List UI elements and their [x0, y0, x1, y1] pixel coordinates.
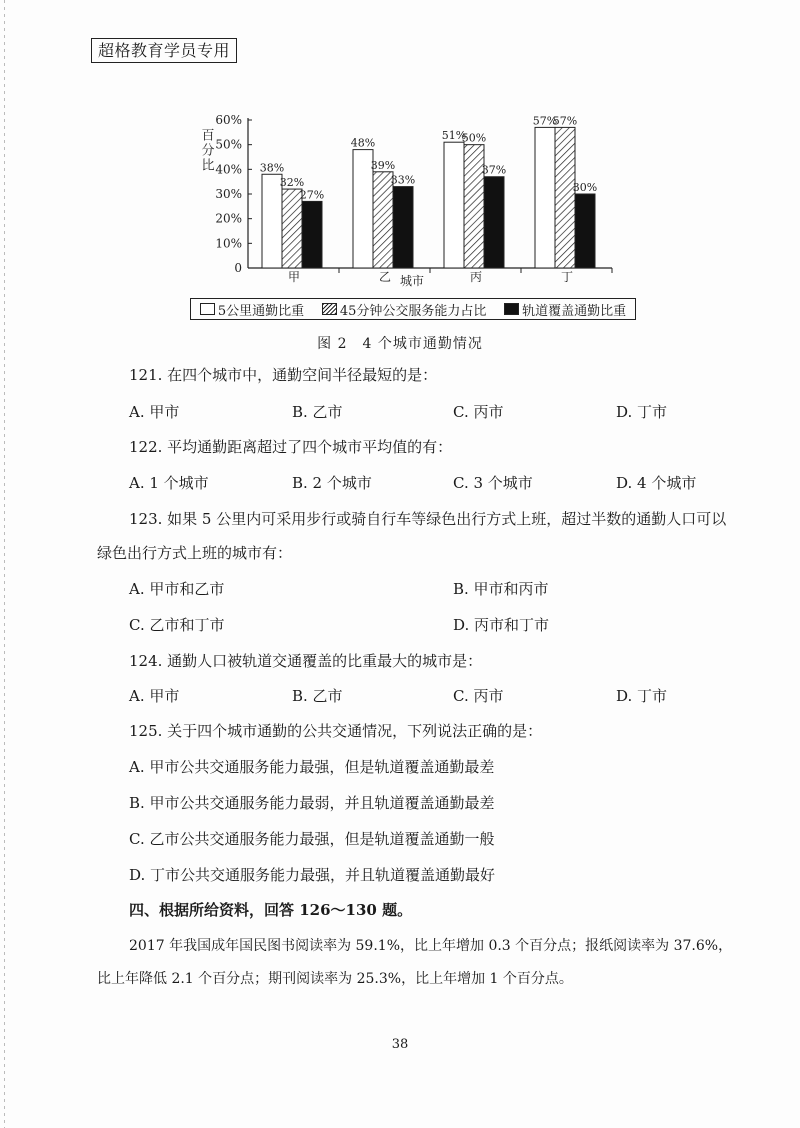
y-tick-label: 0: [234, 261, 242, 275]
q122-option-a: A. 1 个城市: [129, 474, 209, 492]
y-tick-label: 10%: [215, 236, 242, 251]
q125-option-b: B. 甲市公共交通服务能力最弱，并且轨道覆盖通勤最差: [129, 794, 495, 812]
bar-value-label: 48%: [350, 136, 376, 150]
q123-option-c: C. 乙市和丁市: [129, 616, 225, 634]
bar-value-label: 57%: [552, 114, 578, 128]
bar: [575, 194, 595, 268]
y-axis-label: 百分比: [198, 128, 214, 173]
header-stamp: 超格教育学员专用: [91, 38, 237, 63]
q122-option-c: C. 3 个城市: [453, 474, 533, 492]
bar-value-label: 50%: [461, 131, 487, 145]
legend-label-rail: 轨道覆盖通勤比重: [522, 303, 627, 319]
bar-value-label: 33%: [390, 173, 416, 187]
figure-caption: 图 2 4 个城市通勤情况: [317, 336, 483, 352]
commute-bar-chart: [150, 108, 630, 290]
q124-option-b: B. 乙市: [292, 687, 343, 705]
question-124-stem: 124. 通勤人口被轨道交通覆盖的比重最大的城市是：: [129, 652, 483, 670]
bar: [535, 127, 555, 268]
section-4-paragraph-line2: 比上年降低 2.1 个百分点；期刊阅读率为 25.3%，比上年增加 1 个百分点。: [97, 971, 573, 987]
x-axis-label: 城市: [399, 274, 425, 288]
legend-swatch-black: [504, 303, 519, 315]
q124-option-c: C. 丙市: [453, 687, 504, 705]
bar: [555, 127, 575, 268]
x-category-label: 丙: [469, 270, 483, 284]
legend-item-45min: [322, 300, 487, 319]
page-number: 38: [391, 1037, 409, 1052]
q121-option-a: A. 甲市: [129, 403, 180, 421]
question-123-stem-line1: 123. 如果 5 公里内可采用步行或骑自行车等绿色出行方式上班，超过半数的通勤人口可以: [129, 510, 727, 528]
x-category-label: 甲: [287, 270, 301, 284]
q122-option-b: B. 2 个城市: [292, 474, 372, 492]
question-121-stem: 121. 在四个城市中，通勤空间半径最短的是：: [129, 366, 438, 384]
q124-option-a: A. 甲市: [129, 687, 180, 705]
section-4-paragraph-line1: 2017 年我国成年国民图书阅读率为 59.1%，比上年增加 0.3 个百分点；报纸阅读率为 37.6%，: [129, 938, 733, 954]
y-tick-label: 30%: [215, 187, 242, 201]
bar-value-label: 27%: [299, 188, 325, 202]
y-tick-label: 40%: [215, 162, 242, 177]
bar-value-label: 38%: [259, 161, 285, 175]
q123-option-b: B. 甲市和丙市: [453, 580, 549, 598]
y-tick-label: 60%: [215, 113, 242, 127]
bar: [393, 187, 413, 268]
legend-label-45min: 45分钟公交服务能力占比: [339, 303, 487, 319]
q123-option-d: D. 丙市和丁市: [453, 616, 550, 634]
q122-option-d: D. 4 个城市: [616, 474, 697, 492]
scan-edge: [4, 0, 5, 1128]
bar-value-label: 30%: [572, 181, 598, 194]
question-125-stem: 125. 关于四个城市通勤的公共交通情况，下列说法正确的是：: [129, 722, 543, 740]
bar-value-label: 32%: [279, 176, 305, 190]
x-category-label: 丁: [560, 270, 574, 284]
x-category-label: 乙: [378, 270, 392, 284]
q121-option-d: D. 丁市: [616, 403, 668, 421]
q124-option-d: D. 丁市: [616, 687, 668, 705]
q125-option-a: A. 甲市公共交通服务能力最强，但是轨道覆盖通勤最差: [129, 758, 495, 776]
bar: [302, 201, 322, 268]
bar-value-label: 37%: [481, 163, 507, 177]
bar: [484, 177, 504, 268]
q125-option-d: D. 丁市公共交通服务能力最强，并且轨道覆盖通勤最好: [129, 866, 496, 884]
legend-item-rail: [504, 300, 626, 319]
q121-option-b: B. 乙市: [292, 403, 343, 421]
legend-swatch-white: [200, 303, 215, 315]
q123-option-a: A. 甲市和乙市: [129, 580, 225, 598]
q125-option-c: C. 乙市公共交通服务能力最强，但是轨道覆盖通勤一般: [129, 830, 495, 848]
chart-legend: [190, 298, 636, 320]
y-tick-label: 20%: [215, 211, 242, 226]
legend-item-5km: [200, 300, 304, 319]
legend-label-5km: 5公里通勤比重: [217, 303, 305, 319]
bar: [444, 142, 464, 268]
y-tick-label: 50%: [215, 137, 242, 152]
bar-value-label: 39%: [370, 158, 396, 172]
question-123-stem-line2: 绿色出行方式上班的城市有：: [97, 544, 293, 562]
section-4-heading: 四、根据所给资料，回答 126～130 题。: [129, 901, 413, 919]
bar-value-label: 57%: [532, 114, 558, 128]
bar-value-label: 51%: [441, 129, 467, 143]
legend-swatch-hatch: [322, 303, 337, 315]
q121-option-c: C. 丙市: [453, 403, 504, 421]
question-122-stem: 122. 平均通勤距离超过了四个城市平均值的有：: [129, 438, 453, 456]
